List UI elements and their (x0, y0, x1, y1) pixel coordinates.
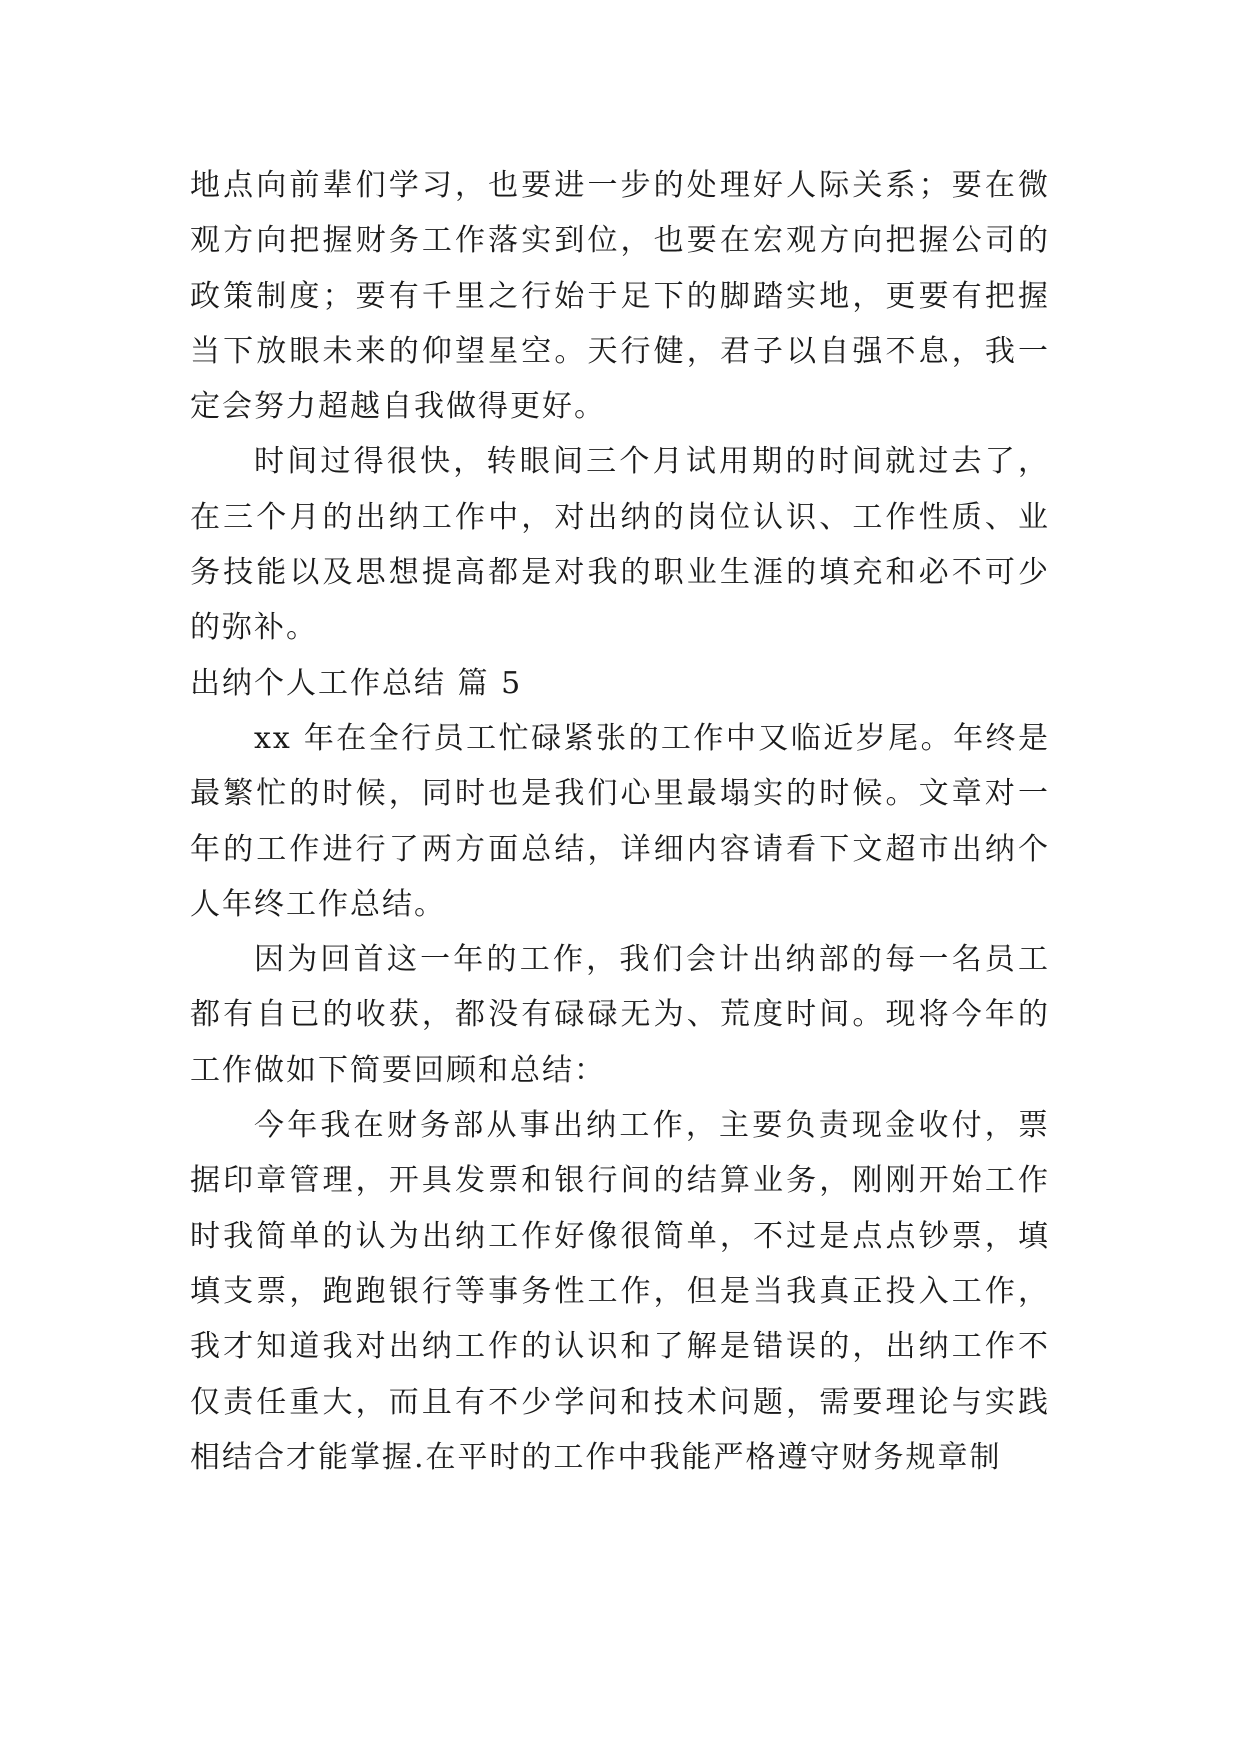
paragraph: xx 年在全行员工忙碌紧张的工作中又临近岁尾。年终是最繁忙的时候，同时也是我们心里最塌实的时候。文章对一年的工作进行了两方面总结，详细内容请看下文超市出纳个人年终工作总结。 (190, 720, 1050, 922)
document-body (190, 158, 1050, 1485)
section-heading: 出纳个人工作总结 篇 5 (190, 665, 523, 701)
paragraph: 今年我在财务部从事出纳工作，主要负责现金收付，票据印章管理，开具发票和银行间的结算业务，刚刚开始工作时我简单的认为出纳工作好像很简单，不过是点点钞票，填填支票，跑跑银行等事务性工作，但是当我真正投入工作，我才知道我对出纳工作的认识和了解是错误的，出纳工作不仅责任重大，而且有不少学问和技术问题，需要理论与实践相结合才能掌握.在平时的工作中我能严格遵守财务规章制 (190, 1108, 1050, 1475)
paragraph: 因为回首这一年的工作，我们会计出纳部的每一名员工都有自已的收获，都没有碌碌无为、荒度时间。现将今年的工作做如下简要回顾和总结： (190, 942, 1050, 1088)
paragraph: 时间过得很快，转眼间三个月试用期的时间就过去了，在三个月的出纳工作中，对出纳的岗位认识、工作性质、业务技能以及思想提高都是对我的职业生涯的填充和必不可少的弥补。 (190, 444, 1050, 646)
paragraph: 地点向前辈们学习，也要进一步的处理好人际关系；要在微观方向把握财务工作落实到位，也要在宏观方向把握公司的政策制度；要有千里之行始于足下的脚踏实地，更要有把握当下放眼未来的仰望星空。天行健，君子以自强不息，我一定会努力超越自我做得更好。 (190, 168, 1050, 425)
